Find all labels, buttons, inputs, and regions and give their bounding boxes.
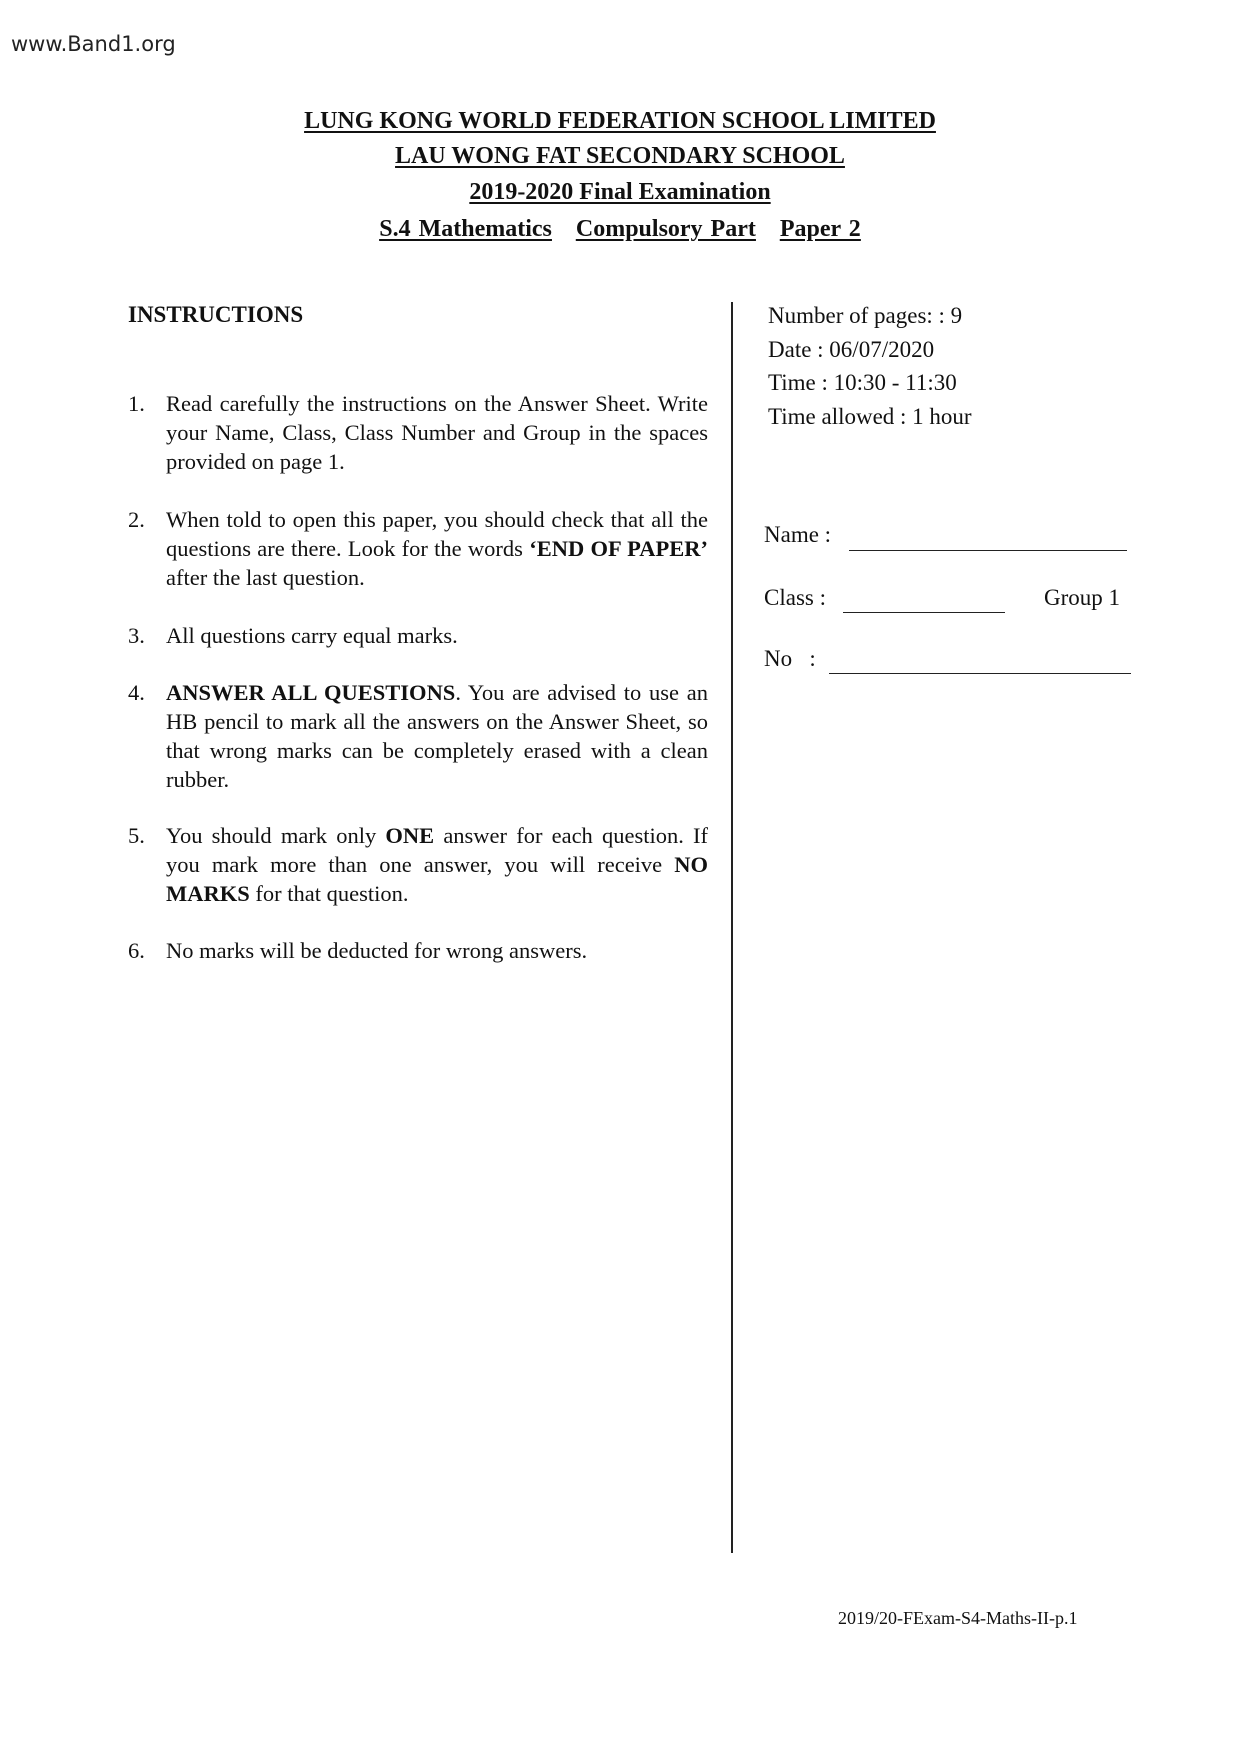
instruction-emphasis: ‘END OF PAPER’: [529, 536, 708, 561]
instruction-number: 5.: [128, 823, 145, 848]
instructions-heading: INSTRUCTIONS: [128, 302, 304, 327]
instruction-emphasis: ONE: [385, 823, 435, 848]
instruction-number: 6.: [128, 938, 145, 963]
page-footer: 2019/20-FExam-S4-Maths-II-p.1: [838, 1608, 1078, 1628]
instruction-number: 3.: [128, 623, 145, 648]
instruction-text: [166, 621, 708, 650]
instruction-item: [128, 678, 708, 794]
no-field[interactable]: [829, 673, 1131, 674]
name-label: Name :: [764, 522, 832, 547]
time-allowed: Time allowed : 1 hour: [768, 404, 972, 429]
instruction-emphasis: ANSWER ALL QUESTIONS: [166, 680, 456, 705]
instruction-segment: for that question.: [249, 881, 409, 906]
instruction-text: [166, 505, 708, 592]
paper-title: S.4 Mathematics Compulsory Part Paper 2: [379, 216, 861, 242]
instruction-item: [128, 621, 708, 650]
instruction-segment: . You are advised to use an HB pencil to mark all the answers on the Answer Sheet, so that wrong marks can be completely erased with a clean rubber.: [166, 680, 708, 792]
instruction-segment: Read carefully the instructions on the Answer Sheet. Write your Name, Class, Class Number and Group in the spaces provided on page 1.: [166, 391, 708, 474]
school-org-title: LUNG KONG WORLD FEDERATION SCHOOL LIMITED: [304, 108, 936, 134]
exam-time: Time : 10:30 - 11:30: [768, 370, 957, 395]
instruction-text: [166, 936, 708, 965]
column-divider: [731, 302, 733, 1553]
instruction-text: [166, 821, 708, 908]
no-label: No :: [764, 646, 816, 671]
exam-title: 2019-2020 Final Examination: [469, 179, 771, 205]
instruction-number: 2.: [128, 507, 145, 532]
instruction-emphasis: NO MARKS: [166, 852, 708, 906]
class-label: Class :: [764, 585, 826, 610]
class-field[interactable]: [843, 612, 1005, 613]
instruction-segment: All questions carry equal marks.: [166, 623, 458, 648]
instruction-item: [128, 505, 708, 592]
instruction-item: [128, 389, 708, 476]
school-name: LAU WONG FAT SECONDARY SCHOOL: [395, 143, 845, 169]
instruction-text: [166, 389, 708, 476]
name-field[interactable]: [849, 550, 1127, 551]
number-of-pages: Number of pages: : 9: [768, 303, 963, 328]
instruction-segment: No marks will be deducted for wrong answers.: [166, 938, 588, 963]
instruction-segment: You should mark only: [166, 823, 386, 848]
instruction-number: 4.: [128, 680, 145, 705]
group-label: Group 1: [1044, 585, 1121, 610]
instruction-segment: answer for each question. If you mark more than one answer, you will receive: [166, 823, 708, 877]
exam-date: Date : 06/07/2020: [768, 337, 935, 362]
instruction-text: [166, 678, 708, 794]
instruction-segment: When told to open this paper, you should check that all the questions are there. Look for the words: [166, 507, 708, 561]
instruction-item: [128, 936, 708, 965]
instruction-segment: after the last question.: [166, 565, 365, 590]
watermark: www.Band1.org: [11, 32, 176, 56]
instruction-item: [128, 821, 708, 908]
instruction-number: 1.: [128, 391, 145, 416]
